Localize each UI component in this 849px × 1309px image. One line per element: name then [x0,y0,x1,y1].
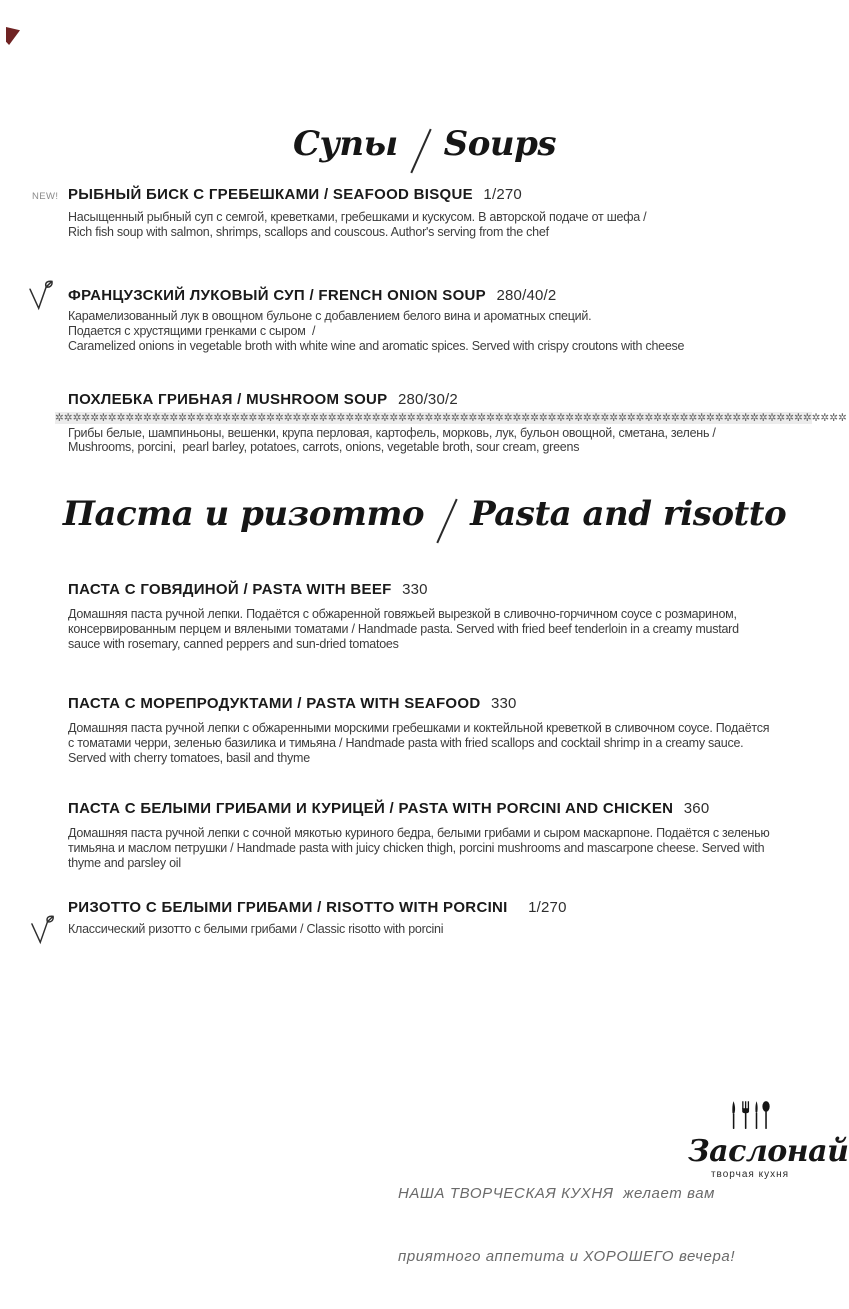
item-description: Грибы белые, шампиньоны, вешенки, крупа перловая, картофель, морковь, лук, бульон овощной, сметана, зелень / Mushrooms, porcini, pearl barley, potatoes, carrots, onions, vegetable broth, sour cream, greens [68,426,716,454]
footer-note [398,1141,736,1309]
item-title: ФРАНЦУЗСКИЙ ЛУКОВЫЙ СУП / FRENCH ONION SOUP [68,287,486,304]
new-badge: NEW! [32,191,59,202]
item-title: ПАСТА С БЕЛЫМИ ГРИБАМИ И КУРИЦЕЙ / PASTA WITH PORCINI AND CHICKEN [68,800,674,817]
section-title-en: Pasta and risotto [470,494,787,534]
item-title: РЫБНЫЙ БИСК С ГРЕБЕШКАМИ / SEAFOOD BISQUE [68,186,473,203]
menu-item-french-onion-soup [68,287,828,355]
brand-tagline: творчая кухня [710,1169,790,1180]
item-description: Насыщенный рыбный суп с семгой, креветками, гребешками и кускусом. В авторской подаче от шефа / Rich fish soup with salmon, shrimps, scallops and couscous. Author's serving from the chef [68,210,647,240]
section-title-ru: Супы [292,124,398,164]
cutlery-icon [724,1099,776,1133]
item-description: Домашняя паста ручной лепки. Подаётся с обжаренной говяжьей вырезкой в сливочно-горчичном соусе с розмарином, консервированным перцем и вялеными томатами / Handmade pasta. Served with fried beef tenderloin in a creamy mustard sauce with rosemary, canned peppers and sun-dried tomatoes [68,607,739,652]
menu-item-seafood-bisque [32,186,828,240]
item-description: Карамелизованный лук в овощном бульоне с добавлением белого вина и ароматных специй. Подается с хрустящими гренками с сыром / Caramelized onions in vegetable broth with white wine and aromatic spices. Served with crispy croutons with cheese [68,309,685,354]
item-description: Домашняя паста ручной лепки с обжаренными морскими гребешками и коктейльной креветкой в сливочном соусе. Подаётся с томатами черри, зеленью базилика и тимьяна / Handmade pasta with fried scallops and cocktail shrimp in a creamy sauce. Served with cherry tomatoes, basil and thyme [68,721,770,766]
footer-line-1: НАША ТВОРЧЕСКАЯ КУХНЯ желает вам [398,1185,716,1202]
brand-name: Заслонай [688,1134,849,1169]
item-title: ПАСТА С МОРЕПРОДУКТАМИ / PASTA WITH SEAFOOD [68,695,481,712]
footer-line-2: приятного аппетита и ХОРОШЕГО вечера! [398,1248,736,1265]
item-portion: 360 [683,800,710,817]
slash-divider [410,128,431,173]
slash-divider [436,498,457,543]
menu-item-mushroom-soup [55,391,847,454]
item-portion: 330 [402,581,428,598]
item-portion: 280/30/2 [397,391,458,408]
menu-item-pasta-beef [68,581,828,653]
menu-item-pasta-seafood [68,695,828,767]
item-portion: 280/40/2 [496,287,557,304]
item-title: ПАСТА С ГОВЯДИНОЙ / PASTA WITH BEEF [68,581,392,598]
asterisk-divider: ✲✲✲✲✲✲✲✲✲✲✲✲✲✲✲✲✲✲✲✲✲✲✲✲✲✲✲✲✲✲✲✲✲✲✲✲✲✲✲✲✲✲✲✲✲✲✲✲✲✲✲✲✲✲✲✲✲✲✲✲✲✲✲✲✲✲✲✲✲✲✲✲✲✲✲✲✲✲✲✲✲✲✲✲✲✲✲✲✲✲ [55,412,847,424]
item-description: Классический ризотто с белыми грибами / Classic risotto with porcini [68,922,444,936]
section-header-soups [0,112,849,176]
section-title-en: Soups [443,124,557,164]
item-title: РИЗОТТО С БЕЛЫМИ ГРИБАМИ / RISOTTO WITH PORCINI [68,899,508,916]
item-portion: 330 [490,695,517,712]
corner-mark [6,27,20,45]
menu-item-risotto-porcini [68,899,828,937]
item-title: ПОХЛЕБКА ГРИБНАЯ / MUSHROOM SOUP [68,391,388,408]
vegetarian-icon [27,280,55,310]
section-header-pasta [0,482,849,546]
menu-item-pasta-porcini-chicken [68,800,828,872]
item-portion: 1/270 [483,186,522,203]
item-description: Домашняя паста ручной лепки с сочной мякотью куриного бедра, белыми грибами и сыром маскарпоне. Подаётся с зеленью тимьяна и маслом петрушки / Handmade pasta with juicy chicken thigh, porcini mushrooms and mascarpone cheese. Served with thyme and parsley oil [68,826,770,871]
vegetarian-icon [29,915,56,944]
restaurant-logo [688,1099,849,1180]
item-portion: 1/270 [528,899,567,916]
section-title-ru: Паста и ризотто [62,494,425,534]
